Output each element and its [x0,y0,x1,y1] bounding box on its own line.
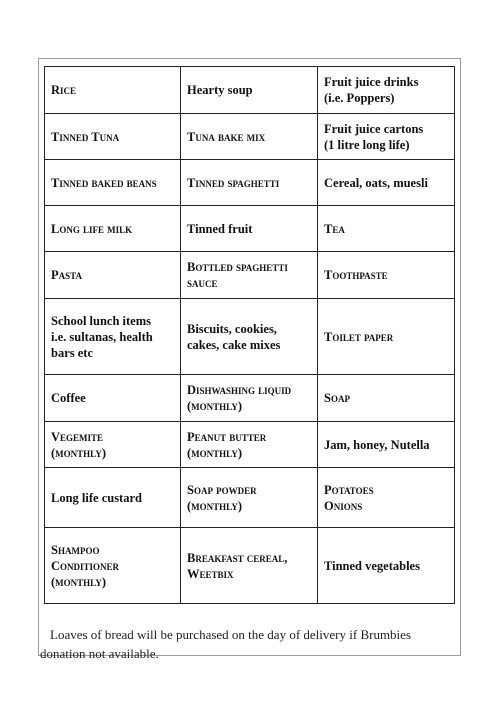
table-cell: Fruit juice drinks (i.e. Poppers) [318,67,455,114]
table-cell: Soap powder (monthly) [181,468,318,528]
table-cell: Pasta [45,252,181,299]
table-row [45,206,455,252]
table-row [45,160,455,206]
grocery-table-body [45,67,455,604]
table-cell: Tinned spaghetti [181,160,318,206]
table-cell: Tinned baked beans [45,160,181,206]
table-cell: Tuna bake mix [181,114,318,160]
table-cell: Rice [45,67,181,114]
table-cell: Hearty soup [181,67,318,114]
table-cell: Long life custard [45,468,181,528]
table-cell: Potatoes Onions [318,468,455,528]
table-cell: Vegemite (monthly) [45,422,181,468]
table-row [45,114,455,160]
table-row [45,468,455,528]
table-cell: Bottled spaghetti sauce [181,252,318,299]
table-cell: Fruit juice cartons (1 litre long life) [318,114,455,160]
table-row [45,375,455,422]
grocery-table [44,66,455,604]
table-row [45,252,455,299]
table-cell: Shampoo Conditioner (monthly) [45,528,181,604]
table-cell: Tinned Tuna [45,114,181,160]
table-cell: Soap [318,375,455,422]
table-cell: Breakfast cereal, Weetbix [181,528,318,604]
table-cell: Cereal, oats, muesli [318,160,455,206]
table-cell: School lunch items i.e. sultanas, health bars etc [45,299,181,375]
table-cell: Tea [318,206,455,252]
table-cell: Toilet paper [318,299,455,375]
table-cell: Dishwashing liquid (monthly) [181,375,318,422]
table-cell: Jam, honey, Nutella [318,422,455,468]
table-cell: Biscuits, cookies, cakes, cake mixes [181,299,318,375]
table-row [45,422,455,468]
table-row [45,67,455,114]
table-cell: Peanut butter (monthly) [181,422,318,468]
bread-note: Loaves of bread will be purchased on the day of delivery if Brumbies donation not available. [40,627,411,661]
table-cell: Coffee [45,375,181,422]
table-cell: Tinned vegetables [318,528,455,604]
table-row [45,528,455,604]
table-cell: Long life milk [45,206,181,252]
table-row [45,299,455,375]
table-cell: Tinned fruit [181,206,318,252]
table-cell: Toothpaste [318,252,455,299]
